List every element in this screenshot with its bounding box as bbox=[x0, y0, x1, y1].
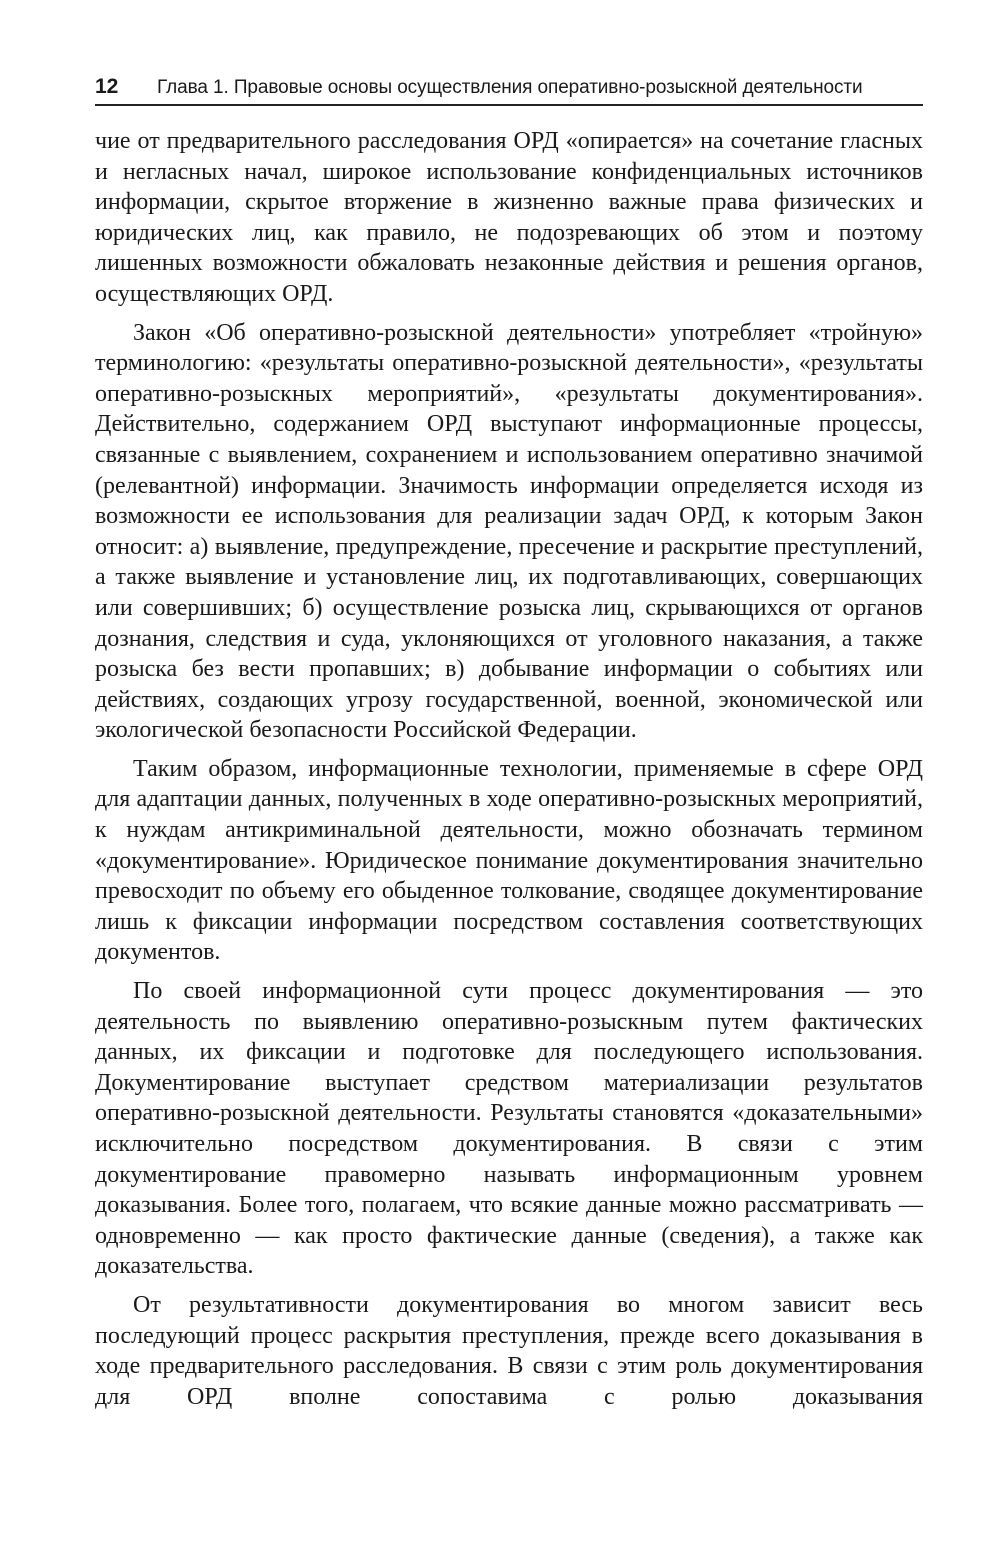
book-page bbox=[95, 70, 923, 1412]
paragraph: Таким образом, информационные технологии, применяемые в сфере ОРД для адаптации данных, полученных в ходе оперативно-розыскных мероприятий, к нуждам антикриминальной деятельности, можно обозначать термином «документирование». Юридическое понимание документирования значительно превосходит по объему его обыденное толкование, сводящее документирование лишь к фиксации информации посредством составления соответствующих документов. bbox=[95, 755, 923, 966]
chapter-title: Глава 1. Правовые основы осуществления оперативно-розыскной деятельности bbox=[157, 77, 863, 98]
page-number: 12 bbox=[95, 75, 119, 98]
running-header bbox=[95, 70, 923, 106]
paragraph: Закон «Об оперативно-розыскной деятельности» употребляет «тройную» терминологию: «результаты оперативно-розыскной деятельности», «результаты оперативно-розыскных мероприятий», «результаты документирования». Действительно, содержанием ОРД выступают информационные процессы, связанные с выявлением, сохранением и использованием оперативно значимой (релевантной) информации. Значимость информации определяется исходя из возможности ее использования для реализации задач ОРД, к которым Закон относит: а) выявление, предупреждение, пресечение и раскрытие преступлений, а также выявление и установление лиц, их подготавливающих, совершающих или совершивших; б) осуществление розыска лиц, скрывающихся от органов дознания, следствия и суда, уклоняющихся от уголовного наказания, а также розыска без вести пропавших; в) добывание информации о событиях или действиях, создающих угрозу государственной, военной, экономической или экологической безопасности Российской Федерации. bbox=[95, 319, 923, 744]
body-text bbox=[95, 126, 923, 1412]
paragraph-continues: От результативности документирования во многом зависит весь последующий процесс раскрытия преступления, прежде всего доказывания в ходе предварительного расследования. В связи с этим роль документирования для ОРД вполне сопоставима с ролью доказывания bbox=[95, 1291, 923, 1410]
paragraph: По своей информационной сути процесс документирования — это деятельность по выявлению оперативно-розыскным путем фактических данных, их фиксации и подготовке для последующего использования. Документирование выступает средством материализации результатов оперативно-розыскной деятельности. Результаты становятся «доказательными» исключительно посредством документирования. В связи с этим документирование правомерно называть информационным уровнем доказывания. Более того, полагаем, что всякие данные можно рассматривать — одновременно — как просто фактические данные (сведения), а также как доказательства. bbox=[95, 978, 923, 1280]
paragraph-continued: чие от предварительного расследования ОРД «опирается» на сочетание гласных и негласных начал, широкое использование конфиденциальных источников информации, скрытое вторжение в жизненно важные права физических и юридических лиц, как правило, не подозревающих об этом и поэтому лишенных возможности обжаловать незаконные действия и решения органов, осуществляющих ОРД. bbox=[95, 128, 923, 307]
